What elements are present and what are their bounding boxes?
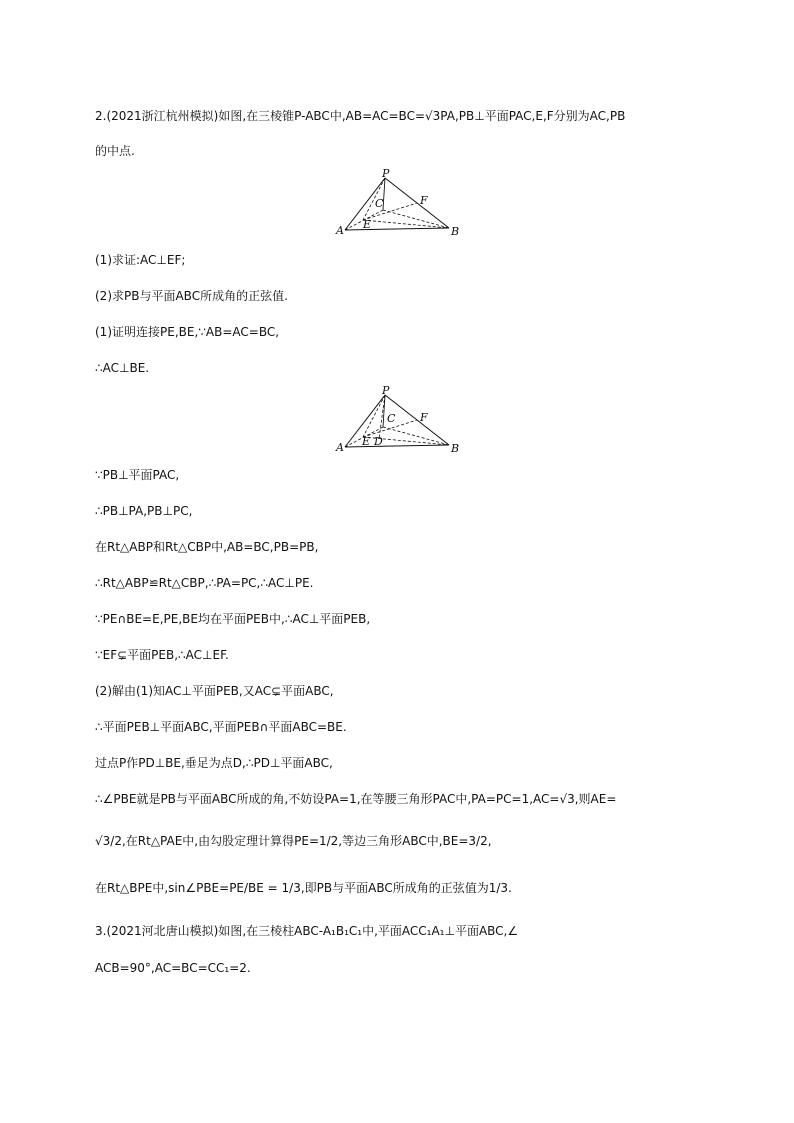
label-e: E <box>363 218 372 231</box>
label-b: B <box>451 442 460 455</box>
label-a: A <box>336 441 344 454</box>
proof-line-1: (1)证明连接PE,BE,∵AB=AC=BC, <box>95 325 280 339</box>
label-c: C <box>387 412 396 425</box>
proof-line-3: ∵PB⊥平面PAC, <box>95 468 180 482</box>
proof-line-5: 在Rt△ABP和Rt△CBP中,AB=BC,PB=PB, <box>95 540 319 554</box>
part-2-question: (2)求PB与平面ABC所成角的正弦值. <box>95 289 288 303</box>
solution-line-3: 过点P作PD⊥BE,垂足为点D,∴PD⊥平面ABC, <box>95 756 333 770</box>
part-1-question: (1)求证:AC⊥EF; <box>95 253 186 267</box>
label-p: P <box>382 168 390 180</box>
tetrahedron-figure-1 <box>335 168 465 240</box>
solution-line-5: √3/2,在Rt△PAE中,由勾股定理计算得PE=1/2,等边三角形ABC中,BE=3/2, <box>95 834 492 848</box>
label-f: F <box>420 194 428 207</box>
solution-line-1: (2)解由(1)知AC⊥平面PEB,又AC⊊平面ABC, <box>95 684 334 698</box>
tetrahedron-figure-2 <box>335 385 465 457</box>
proof-line-7: ∵PE∩BE=E,PE,BE均在平面PEB中,∴AC⊥平面PEB, <box>95 612 371 626</box>
problem-3-line-2: ACB=90°,AC=BC=CC₁=2. <box>95 961 251 975</box>
problem-2-line-1: 2.(2021浙江杭州模拟)如图,在三棱锥P-ABC中,AB=AC=BC=√3PA,PB⊥平面PAC,E,F分别为AC,PB <box>95 109 626 123</box>
proof-line-2: ∴AC⊥BE. <box>95 361 150 375</box>
proof-line-4: ∴PB⊥PA,PB⊥PC, <box>95 504 193 518</box>
solution-line-4: ∴∠PBE就是PB与平面ABC所成的角,不妨设PA=1,在等腰三角形PAC中,PA=PC=1,AC=√3,则AE= <box>95 792 617 806</box>
problem-2-line-2: 的中点. <box>95 144 135 158</box>
label-c: C <box>375 197 384 210</box>
label-p: P <box>382 385 390 397</box>
proof-line-8: ∵EF⊊平面PEB,∴AC⊥EF. <box>95 648 229 662</box>
solution-line-2: ∴平面PEB⊥平面ABC,平面PEB∩平面ABC=BE. <box>95 720 347 734</box>
label-d: D <box>374 435 383 448</box>
problem-3-line-1: 3.(2021河北唐山模拟)如图,在三棱柱ABC-A₁B₁C₁中,平面ACC₁A₁⊥平面ABC,∠ <box>95 924 519 938</box>
solution-line-6: 在Rt△BPE中,sin∠PBE=PE/BE = 1/3,即PB与平面ABC所成角的正弦值为1/3. <box>95 881 512 895</box>
proof-line-6: ∴Rt△ABP≌Rt△CBP,∴PA=PC,∴AC⊥PE. <box>95 576 314 590</box>
label-a: A <box>336 224 344 237</box>
label-f: F <box>420 411 428 424</box>
label-e: E <box>362 435 371 448</box>
label-b: B <box>451 225 460 238</box>
